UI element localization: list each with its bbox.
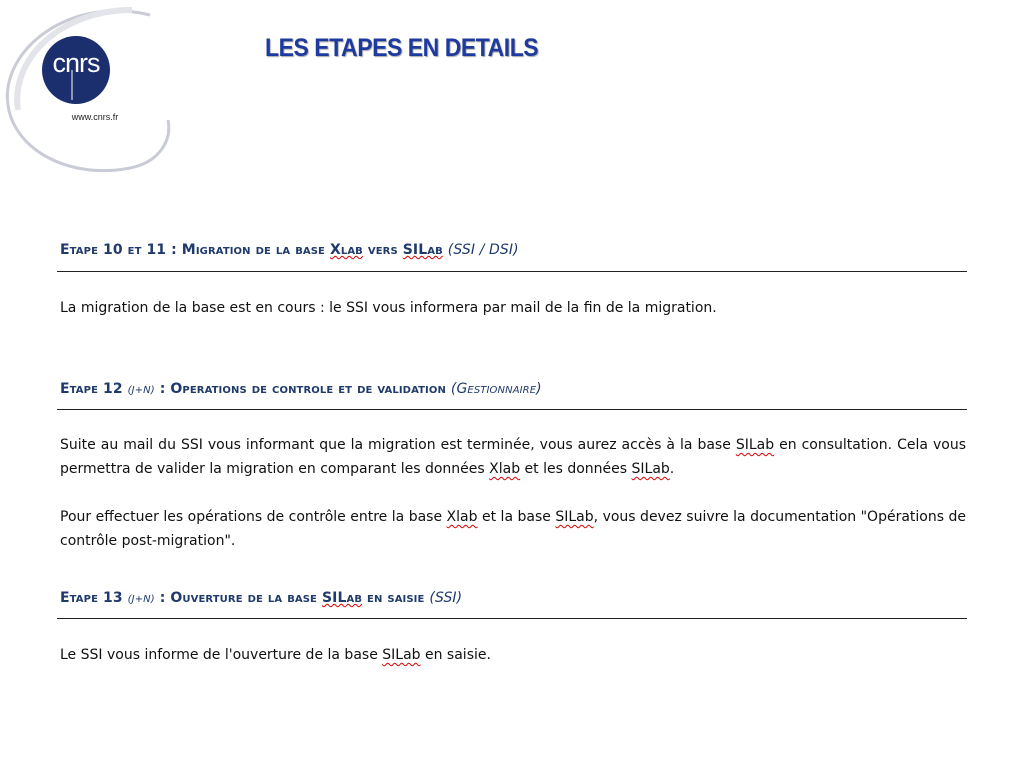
- section-divider: [57, 271, 967, 272]
- cnrs-logo: [0, 0, 180, 180]
- section-paragraph: La migration de la base est en cours : le SSI vous informera par mail de la fin de la migration.: [60, 300, 717, 316]
- section-divider: [57, 618, 967, 619]
- section-heading-etape-10-11: Etape 10 et 11 : Migration de la base Xlab vers SILab (SSI / DSI): [60, 242, 519, 258]
- section-paragraph: Le SSI vous informe de l'ouverture de la base SILab en saisie.: [60, 647, 491, 663]
- section-heading-etape-12: Etape 12 (J+N) : Operations de controle et de validation (Gestionnaire): [60, 381, 542, 397]
- section-divider: [57, 409, 967, 410]
- page-title: LES ETAPES EN DETAILS: [265, 34, 539, 62]
- section-paragraph: Suite au mail du SSI vous informant que la migration est terminée, vous aurez accès à la base SILab en consultation. Cela vous permettra de valider la migration en comparant les données Xlab et les données SILab.: [60, 437, 966, 477]
- logo-url: www.cnrs.fr: [71, 112, 119, 122]
- section-paragraph: Pour effectuer les opérations de contrôle entre la base Xlab et la base SILab, vous devez suivre la documentation "Opérations de contrôle post-migration".: [60, 509, 966, 549]
- logo-wordmark: cnrs: [52, 48, 100, 78]
- logo-graphic: [0, 0, 180, 180]
- section-heading-etape-13: Etape 13 (J+N) : Ouverture de la base SILab en saisie (SSI): [60, 590, 463, 606]
